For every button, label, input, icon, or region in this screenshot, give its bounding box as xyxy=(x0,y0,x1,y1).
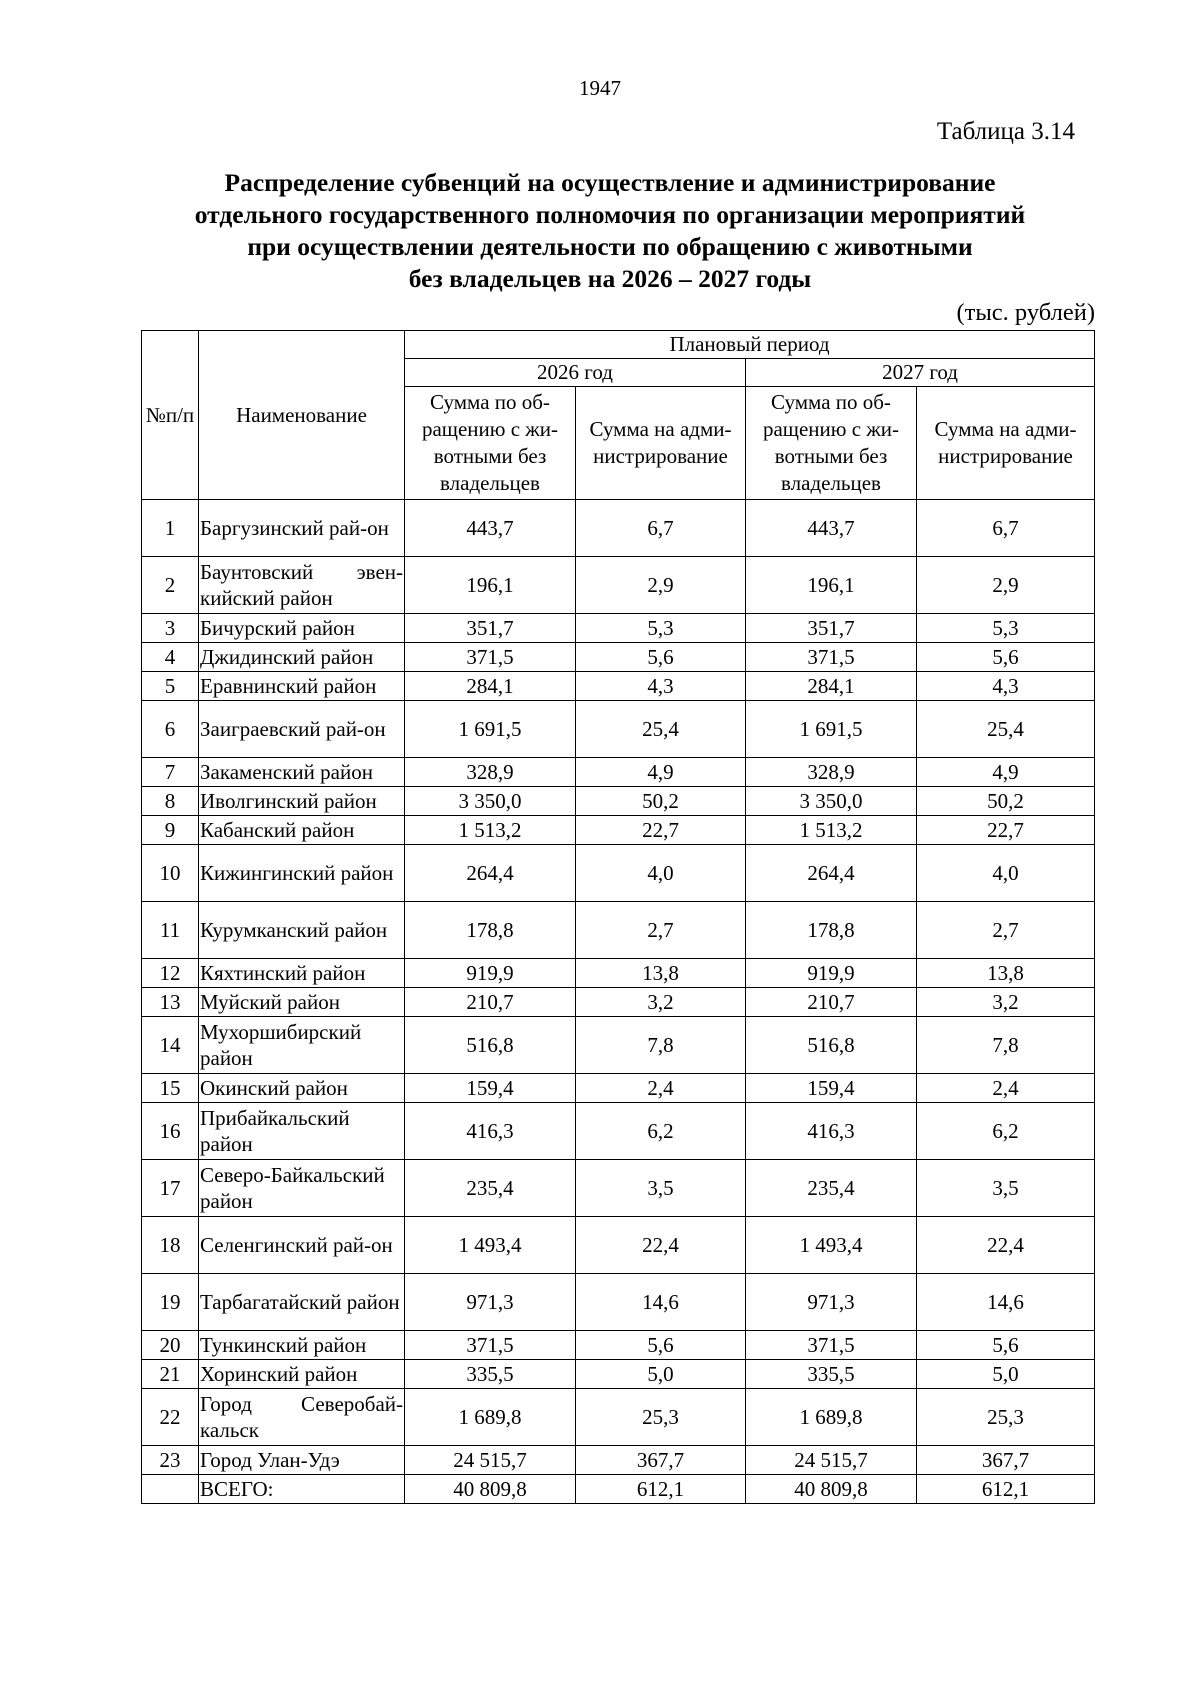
header-2027-admin: Сумма на адми-нистрирование xyxy=(917,387,1095,500)
admin-2027: 3,5 xyxy=(917,1160,1095,1217)
amount-2026: 1 493,4 xyxy=(405,1217,576,1274)
district-name: Иволгинский район xyxy=(199,787,405,816)
table-row xyxy=(142,614,1095,643)
amount-2027: 1 691,5 xyxy=(746,701,917,758)
row-number: 9 xyxy=(142,816,199,845)
amount-2026: 178,8 xyxy=(405,902,576,959)
admin-2027: 13,8 xyxy=(917,959,1095,988)
table-row xyxy=(142,902,1095,959)
table-body xyxy=(142,500,1095,1504)
amount-2026: 371,5 xyxy=(405,1331,576,1360)
amount-2026: 264,4 xyxy=(405,845,576,902)
table-row xyxy=(142,787,1095,816)
amount-2027: 371,5 xyxy=(746,643,917,672)
units-label: (тыс. рублей) xyxy=(956,299,1095,326)
amount-2026: 1 691,5 xyxy=(405,701,576,758)
row-number xyxy=(142,1475,199,1504)
header-2026-admin: Сумма на адми-нистрирование xyxy=(576,387,746,500)
document-title xyxy=(130,167,1090,295)
admin-2027: 2,7 xyxy=(917,902,1095,959)
row-number: 6 xyxy=(142,701,199,758)
row-number: 17 xyxy=(142,1160,199,1217)
admin-2026: 25,3 xyxy=(576,1389,746,1446)
row-number: 8 xyxy=(142,787,199,816)
amount-2026: 1 513,2 xyxy=(405,816,576,845)
amount-2027: 40 809,8 xyxy=(746,1475,917,1504)
district-name: Кабанский район xyxy=(199,816,405,845)
table-row xyxy=(142,1360,1095,1389)
amount-2027: 971,3 xyxy=(746,1274,917,1331)
amount-2027: 516,8 xyxy=(746,1017,917,1074)
amount-2026: 159,4 xyxy=(405,1074,576,1103)
admin-2026: 22,7 xyxy=(576,816,746,845)
amount-2026: 196,1 xyxy=(405,557,576,614)
amount-2027: 210,7 xyxy=(746,988,917,1017)
table-row xyxy=(142,500,1095,557)
admin-2026: 2,4 xyxy=(576,1074,746,1103)
amount-2026: 3 350,0 xyxy=(405,787,576,816)
admin-2027: 367,7 xyxy=(917,1446,1095,1475)
total-row xyxy=(142,1475,1095,1504)
table-row xyxy=(142,701,1095,758)
amount-2027: 235,4 xyxy=(746,1160,917,1217)
table-row xyxy=(142,758,1095,787)
admin-2026: 13,8 xyxy=(576,959,746,988)
admin-2026: 14,6 xyxy=(576,1274,746,1331)
admin-2026: 612,1 xyxy=(576,1475,746,1504)
amount-2026: 284,1 xyxy=(405,672,576,701)
amount-2026: 416,3 xyxy=(405,1103,576,1160)
title-line-4: без владельцев на 2026 – 2027 годы xyxy=(408,264,812,293)
amount-2027: 159,4 xyxy=(746,1074,917,1103)
row-number: 13 xyxy=(142,988,199,1017)
district-name: Баргузинский рай-он xyxy=(199,500,405,557)
table-row xyxy=(142,643,1095,672)
district-name: Еравнинский район xyxy=(199,672,405,701)
table-row xyxy=(142,988,1095,1017)
admin-2026: 3,5 xyxy=(576,1160,746,1217)
admin-2026: 5,6 xyxy=(576,643,746,672)
amount-2026: 335,5 xyxy=(405,1360,576,1389)
amount-2027: 196,1 xyxy=(746,557,917,614)
district-name: Город Северобай-кальск xyxy=(199,1389,405,1446)
header-year-2026: 2026 год xyxy=(405,359,746,387)
amount-2026: 919,9 xyxy=(405,959,576,988)
table-row xyxy=(142,1160,1095,1217)
admin-2026: 6,7 xyxy=(576,500,746,557)
admin-2026: 4,0 xyxy=(576,845,746,902)
amount-2026: 516,8 xyxy=(405,1017,576,1074)
amount-2026: 351,7 xyxy=(405,614,576,643)
admin-2027: 3,2 xyxy=(917,988,1095,1017)
admin-2026: 5,6 xyxy=(576,1331,746,1360)
table-row xyxy=(142,1017,1095,1074)
admin-2027: 22,4 xyxy=(917,1217,1095,1274)
amount-2027: 3 350,0 xyxy=(746,787,917,816)
row-number: 11 xyxy=(142,902,199,959)
amount-2027: 24 515,7 xyxy=(746,1446,917,1475)
table-row xyxy=(142,845,1095,902)
admin-2027: 5,6 xyxy=(917,1331,1095,1360)
district-name: Джидинский район xyxy=(199,643,405,672)
row-number: 3 xyxy=(142,614,199,643)
amount-2026: 371,5 xyxy=(405,643,576,672)
district-name: Северо-Байкальский район xyxy=(199,1160,405,1217)
admin-2026: 5,3 xyxy=(576,614,746,643)
admin-2027: 6,2 xyxy=(917,1103,1095,1160)
amount-2026: 210,7 xyxy=(405,988,576,1017)
amount-2027: 416,3 xyxy=(746,1103,917,1160)
admin-2026: 25,4 xyxy=(576,701,746,758)
header-number: №п/п xyxy=(142,331,199,500)
table-row xyxy=(142,816,1095,845)
title-line-1: Распределение субвенций на осуществление и администрирование xyxy=(224,168,996,197)
row-number: 23 xyxy=(142,1446,199,1475)
row-number: 1 xyxy=(142,500,199,557)
district-name: Кяхтинский район xyxy=(199,959,405,988)
header-year-2027: 2027 год xyxy=(746,359,1095,387)
row-number: 16 xyxy=(142,1103,199,1160)
amount-2026: 971,3 xyxy=(405,1274,576,1331)
row-number: 2 xyxy=(142,557,199,614)
table-row xyxy=(142,1389,1095,1446)
admin-2026: 50,2 xyxy=(576,787,746,816)
amount-2027: 1 513,2 xyxy=(746,816,917,845)
subventions-table xyxy=(141,330,1095,1504)
header-2027-amount: Сумма по об-ращению с жи-вотными без владельцев xyxy=(746,387,917,500)
row-number: 21 xyxy=(142,1360,199,1389)
title-line-2: отдельного государственного полномочия по организации мероприятий xyxy=(194,200,1026,229)
table-row xyxy=(142,1217,1095,1274)
admin-2027: 612,1 xyxy=(917,1475,1095,1504)
admin-2026: 4,3 xyxy=(576,672,746,701)
row-number: 15 xyxy=(142,1074,199,1103)
district-name: Прибайкальский район xyxy=(199,1103,405,1160)
admin-2027: 25,4 xyxy=(917,701,1095,758)
table-row xyxy=(142,959,1095,988)
admin-2027: 4,0 xyxy=(917,845,1095,902)
amount-2027: 351,7 xyxy=(746,614,917,643)
amount-2026: 24 515,7 xyxy=(405,1446,576,1475)
district-name: Закаменский район xyxy=(199,758,405,787)
district-name: Город Улан-Удэ xyxy=(199,1446,405,1475)
row-number: 12 xyxy=(142,959,199,988)
district-name: Кижингинский район xyxy=(199,845,405,902)
row-number: 18 xyxy=(142,1217,199,1274)
admin-2027: 14,6 xyxy=(917,1274,1095,1331)
table-row xyxy=(142,672,1095,701)
district-name: Окинский район xyxy=(199,1074,405,1103)
amount-2026: 443,7 xyxy=(405,500,576,557)
table-row xyxy=(142,1331,1095,1360)
admin-2026: 2,9 xyxy=(576,557,746,614)
district-name: Тарбагатайский район xyxy=(199,1274,405,1331)
row-number: 5 xyxy=(142,672,199,701)
title-line-3: при осуществлении деятельности по обращению с животными xyxy=(247,232,973,261)
table-row xyxy=(142,1103,1095,1160)
amount-2027: 443,7 xyxy=(746,500,917,557)
district-name: Тункинский район xyxy=(199,1331,405,1360)
header-name: Наименование xyxy=(199,331,405,500)
admin-2027: 6,7 xyxy=(917,500,1095,557)
admin-2027: 25,3 xyxy=(917,1389,1095,1446)
amount-2027: 284,1 xyxy=(746,672,917,701)
amount-2027: 264,4 xyxy=(746,845,917,902)
page-number: 1947 xyxy=(579,76,621,100)
amount-2026: 235,4 xyxy=(405,1160,576,1217)
district-name: Мухоршибирский район xyxy=(199,1017,405,1074)
row-number: 22 xyxy=(142,1389,199,1446)
row-number: 14 xyxy=(142,1017,199,1074)
admin-2027: 5,3 xyxy=(917,614,1095,643)
table-caption: Таблица 3.14 xyxy=(936,118,1075,145)
amount-2027: 328,9 xyxy=(746,758,917,787)
table-row xyxy=(142,1274,1095,1331)
admin-2027: 2,4 xyxy=(917,1074,1095,1103)
district-name: Хоринский район xyxy=(199,1360,405,1389)
district-name: Бичурский район xyxy=(199,614,405,643)
header-planned-period: Плановый период xyxy=(405,331,1095,359)
amount-2027: 178,8 xyxy=(746,902,917,959)
district-name: Селенгинский рай-он xyxy=(199,1217,405,1274)
admin-2026: 6,2 xyxy=(576,1103,746,1160)
district-name: Курумканский район xyxy=(199,902,405,959)
district-name: Заиграевский рай-он xyxy=(199,701,405,758)
admin-2026: 3,2 xyxy=(576,988,746,1017)
amount-2027: 1 493,4 xyxy=(746,1217,917,1274)
table-row xyxy=(142,1446,1095,1475)
amount-2027: 919,9 xyxy=(746,959,917,988)
table-row xyxy=(142,1074,1095,1103)
admin-2026: 5,0 xyxy=(576,1360,746,1389)
district-name: Баунтовский эвен-кийский район xyxy=(199,557,405,614)
row-number: 20 xyxy=(142,1331,199,1360)
amount-2027: 1 689,8 xyxy=(746,1389,917,1446)
admin-2026: 7,8 xyxy=(576,1017,746,1074)
admin-2026: 2,7 xyxy=(576,902,746,959)
row-number: 19 xyxy=(142,1274,199,1331)
admin-2026: 4,9 xyxy=(576,758,746,787)
admin-2027: 5,6 xyxy=(917,643,1095,672)
admin-2027: 22,7 xyxy=(917,816,1095,845)
table-row xyxy=(142,557,1095,614)
amount-2027: 371,5 xyxy=(746,1331,917,1360)
admin-2027: 50,2 xyxy=(917,787,1095,816)
amount-2026: 328,9 xyxy=(405,758,576,787)
admin-2027: 2,9 xyxy=(917,557,1095,614)
row-number: 10 xyxy=(142,845,199,902)
admin-2027: 5,0 xyxy=(917,1360,1095,1389)
district-name: ВСЕГО: xyxy=(199,1475,405,1504)
admin-2027: 4,9 xyxy=(917,758,1095,787)
admin-2027: 7,8 xyxy=(917,1017,1095,1074)
admin-2026: 367,7 xyxy=(576,1446,746,1475)
amount-2026: 40 809,8 xyxy=(405,1475,576,1504)
admin-2027: 4,3 xyxy=(917,672,1095,701)
header-2026-amount: Сумма по об-ращению с жи-вотными без владельцев xyxy=(405,387,576,500)
row-number: 4 xyxy=(142,643,199,672)
row-number: 7 xyxy=(142,758,199,787)
admin-2026: 22,4 xyxy=(576,1217,746,1274)
amount-2027: 335,5 xyxy=(746,1360,917,1389)
amount-2026: 1 689,8 xyxy=(405,1389,576,1446)
district-name: Муйский район xyxy=(199,988,405,1017)
